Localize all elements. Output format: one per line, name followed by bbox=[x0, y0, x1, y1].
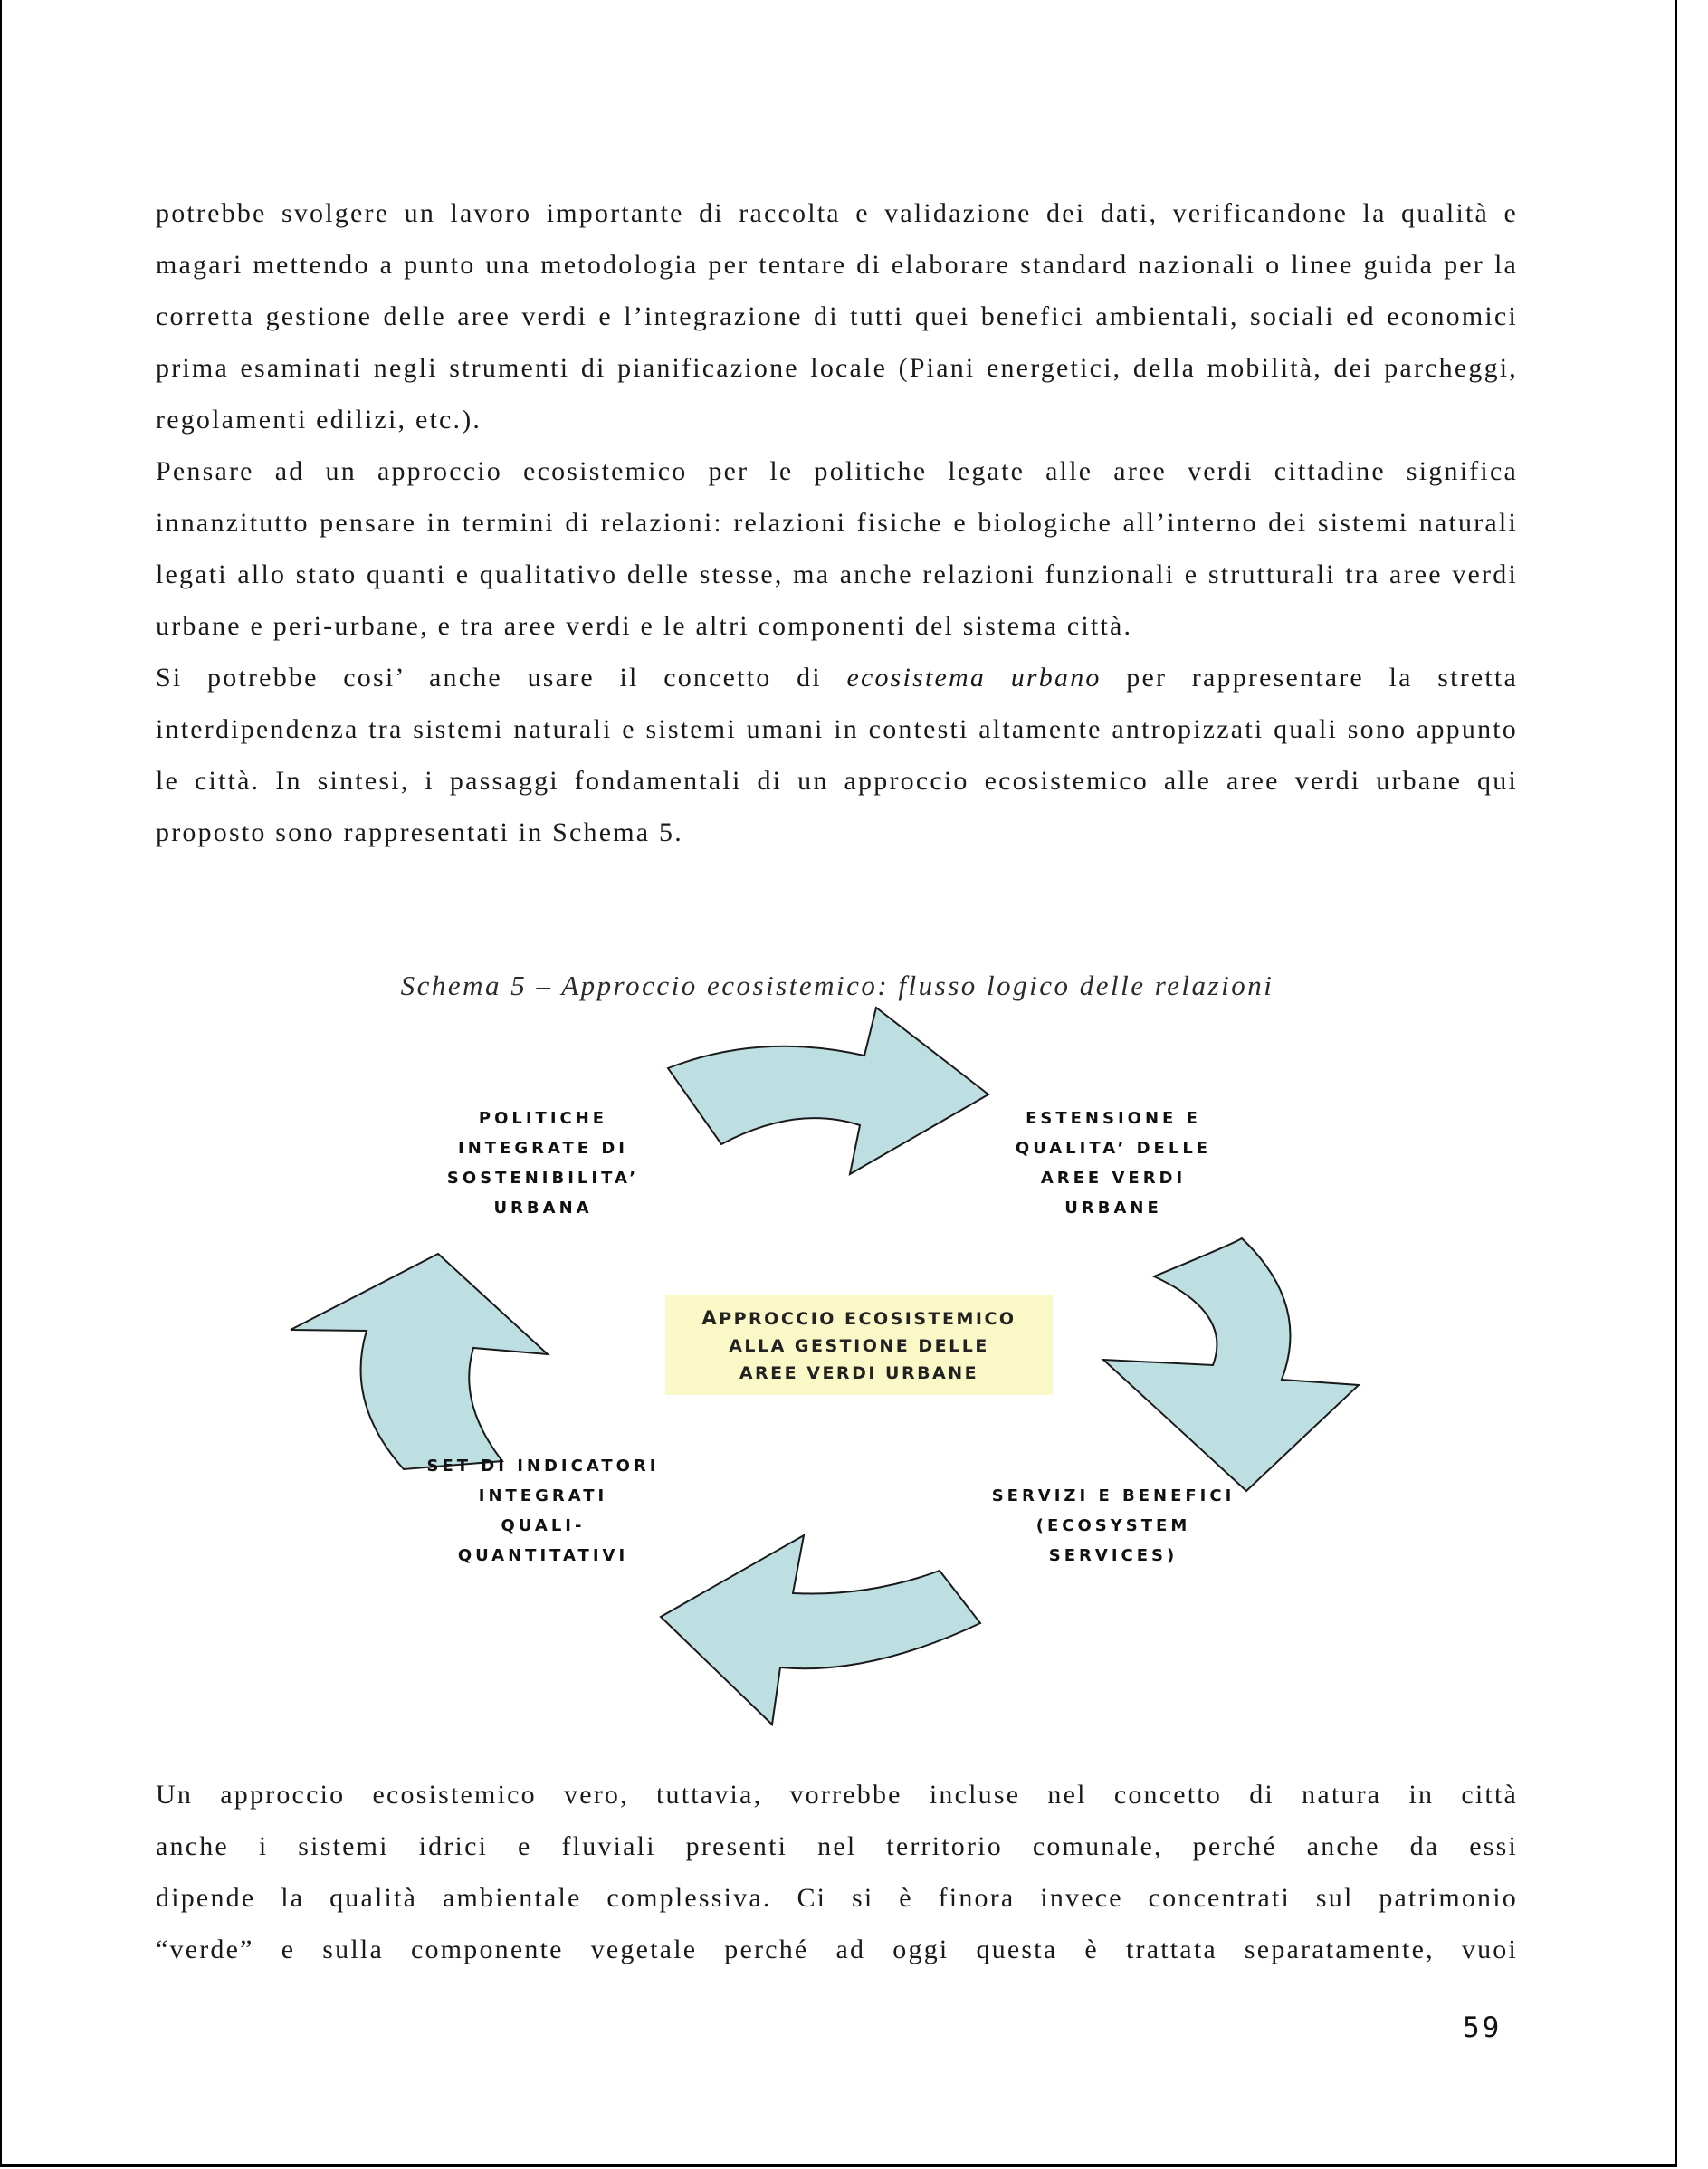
center-line-3: AREE VERDI URBANE bbox=[739, 1362, 979, 1383]
node-extension-quality: ESTENSIONE E QUALITA’ DELLE AREE VERDI URBANE bbox=[1015, 1109, 1212, 1218]
italic-term: ecosistema urbano bbox=[846, 663, 1102, 693]
page-border-bottom bbox=[0, 2164, 1677, 2167]
center-concept-box bbox=[665, 1295, 1053, 1395]
page-border-right bbox=[1675, 0, 1677, 2167]
paragraph-sentence-1: potrebbe svolgere un lavoro importante di raccolta e validazione dei dati, verificandone la qualità e magari mettendo a punto una metodologia per tentare di elaborare standard nazionali o linee guida per la corretta gestione delle aree verdi e l’integrazione di tutti quei benefici ambientali, sociali ed economici prima esaminati negli strumenti di pianificazione locale (Piani energetici, della mobilità, dei parcheggi, regolamenti edilizi, etc.). bbox=[156, 198, 1518, 435]
center-line-2: ALLA GESTIONE DELLE bbox=[729, 1335, 989, 1356]
arrow-top-right bbox=[668, 1008, 988, 1174]
body-paragraph-bottom bbox=[156, 1769, 1518, 1975]
arrow-right-down bbox=[1103, 1238, 1359, 1491]
text-line: anche i sistemi idrici e fluviali presenti nel territorio comunale, perché anche da essi bbox=[156, 1831, 1518, 1861]
arrow-bottom-left bbox=[661, 1535, 980, 1725]
paragraph-sentence-3-end: per rappresentare la stretta interdipendenza tra sistemi naturali e sistemi umani in contesti altamente antropizzati quali sono appunto le città. In sintesi, i passaggi fondamentali di un approccio ecosistemico alle aree verdi urbane qui proposto sono rappresentati in Schema 5. bbox=[156, 663, 1518, 847]
body-paragraph-top bbox=[156, 187, 1518, 858]
text-line: dipende la qualità ambientale complessiva. Ci si è finora invece concentrati sul patrimonio bbox=[156, 1883, 1518, 1913]
center-line-1: APPROCCIO ECOSISTEMICO bbox=[701, 1306, 1016, 1329]
page-number: 59 bbox=[1463, 2011, 1503, 2044]
figure-caption: Schema 5 – Approccio ecosistemico: flusso logico delle relazioni bbox=[400, 970, 1274, 1001]
node-policies: POLITICHE INTEGRATE DI SOSTENIBILITA’ URBANA bbox=[446, 1109, 640, 1218]
node-indicators: SET DI INDICATORI INTEGRATI QUALI- QUANTITATIVI bbox=[426, 1457, 660, 1565]
paragraph-sentence-3-start: Si potrebbe cosi’ anche usare il concetto di bbox=[156, 663, 847, 693]
paragraph-sentence-2: Pensare ad un approccio ecosistemico per le politiche legate alle aree verdi cittadine significa innanzitutto pensare in termini di relazioni: relazioni fisiche e biologiche all’interno dei sistemi naturali legati allo stato quanti e qualitativo delle stesse, ma anche relazioni funzionali e strutturali tra aree verdi urbane e peri-urbane, e tra aree verdi e le altri componenti del sistema città. bbox=[156, 456, 1518, 641]
node-services-benefits: SERVIZI E BENEFICI (ECOSYSTEM SERVICES) bbox=[991, 1486, 1236, 1565]
text-line: Un approccio ecosistemico vero, tuttavia, vorrebbe incluse nel concetto di natura in città bbox=[156, 1780, 1518, 1810]
arrow-left-up bbox=[291, 1254, 548, 1469]
text-line: “verde” e sulla componente vegetale perché ad oggi questa è trattata separatamente, vuoi bbox=[156, 1935, 1518, 1964]
